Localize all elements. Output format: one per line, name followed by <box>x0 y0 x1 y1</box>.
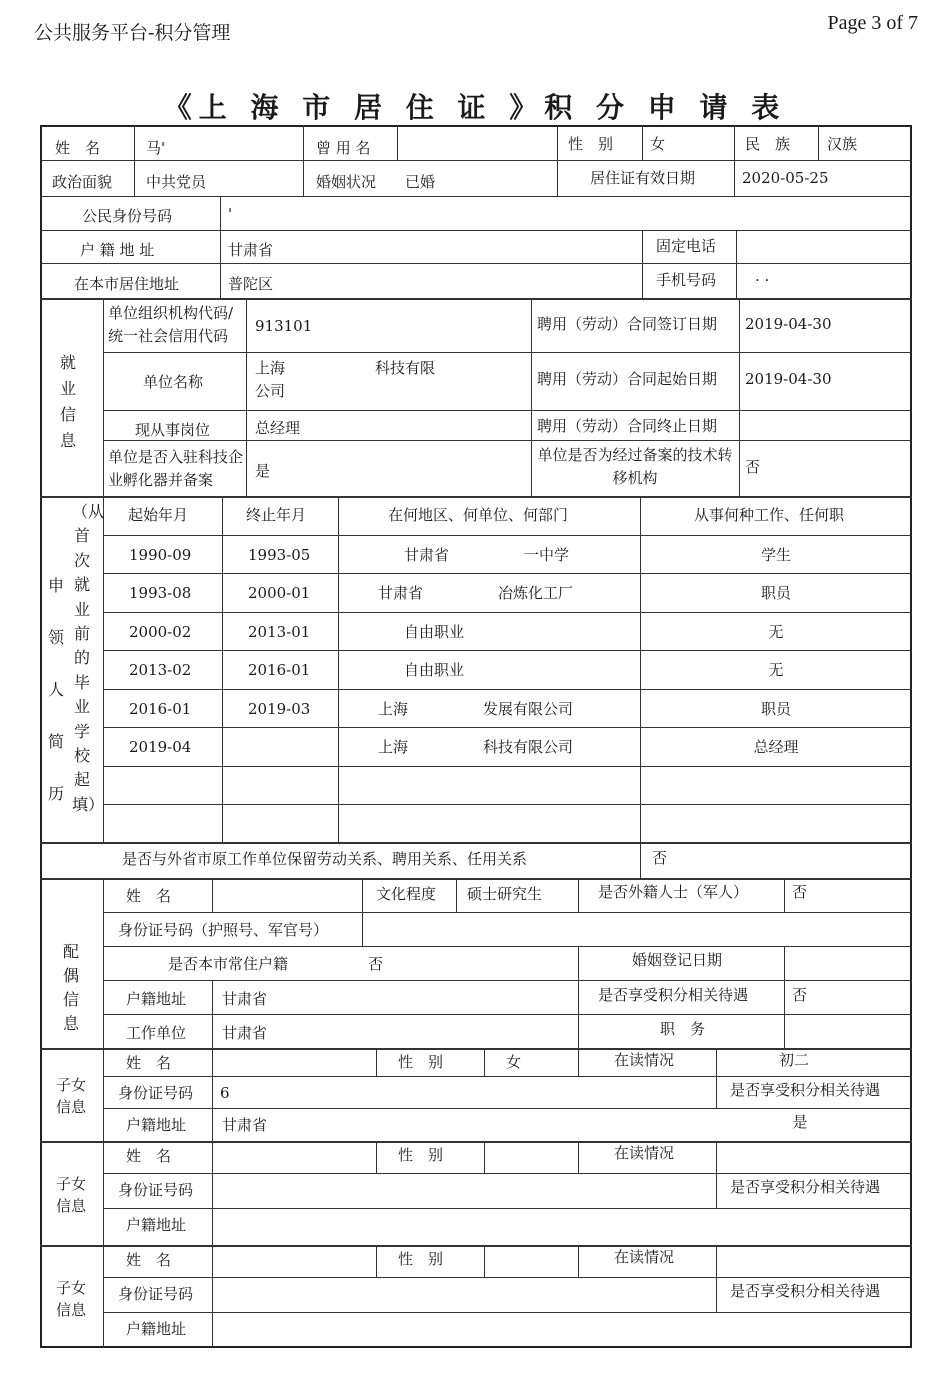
child-hukou-label: 户籍地址 <box>126 1216 187 1234</box>
grid-line-h <box>40 160 912 161</box>
resume-header-1: 终止年月 <box>246 506 307 524</box>
grid-line-h <box>40 196 912 197</box>
resume-cell: 甘肃省 一中学 <box>404 546 570 564</box>
child-name-label: 姓 名 <box>126 1251 172 1269</box>
ethnic-value: 汉族 <box>827 135 858 153</box>
gender-label: 性 别 <box>568 135 614 153</box>
grid-line-v <box>578 1245 579 1277</box>
grid-line-v <box>212 980 213 1048</box>
spouse-resident-value: 否 <box>368 955 384 973</box>
grid-line-v <box>716 1076 717 1108</box>
grid-line-h <box>103 612 912 613</box>
grid-line-h <box>103 1076 912 1077</box>
resume-header-3: 从事何种工作、任何职 <box>694 506 845 524</box>
spouse-edu-label: 文化程度 <box>376 885 437 903</box>
start-date-label: 聘用（劳动）合同起始日期 <box>537 370 718 388</box>
resume-cell: 甘肃省 冶炼化工厂 <box>378 584 574 602</box>
relation-label: 是否与外省市原工作单位保留劳动关系、聘用关系、任用关系 <box>122 850 528 868</box>
grid-line-v <box>557 125 558 196</box>
grid-line-h <box>103 1108 912 1109</box>
sign-date-label: 聘用（劳动）合同签订日期 <box>537 315 718 333</box>
spouse-foreign-label: 是否外籍人士（军人） <box>598 883 749 901</box>
resume-cell: 2016-01 <box>129 700 192 718</box>
grid-line-v <box>212 1141 213 1245</box>
grid-line-h <box>103 440 912 441</box>
grid-line-v <box>220 196 221 298</box>
grid-line-v <box>212 878 213 912</box>
resume-cell: 2019-03 <box>248 700 311 718</box>
child-benefit-label: 是否享受积分相关待遇 <box>730 1282 881 1300</box>
grid-line-v <box>484 1141 485 1173</box>
grid-line-v <box>716 1245 717 1277</box>
child-id-label: 身份证号码 <box>118 1084 194 1102</box>
resume-cell: 1990-09 <box>129 546 192 564</box>
grid-line-h <box>103 650 912 651</box>
grid-line-h <box>40 1245 912 1247</box>
permit-date-label: 居住证有效日期 <box>590 169 696 187</box>
ethnic-label: 民 族 <box>745 135 791 153</box>
grid-line-v <box>397 125 398 160</box>
grid-line-h <box>40 1048 912 1050</box>
resume-cell: 自由职业 <box>404 661 465 679</box>
page-header-left: 公共服务平台-积分管理 <box>34 22 231 44</box>
form-title: 《上 海 市 居 住 证 》积 分 申 请 表 <box>163 91 787 124</box>
grid-line-v <box>734 125 735 196</box>
grid-line-v <box>716 1277 717 1312</box>
start-date-value: 2019-04-30 <box>745 370 832 388</box>
grid-line-v <box>716 1141 717 1173</box>
resume-cell: 无 <box>768 623 784 641</box>
grid-line-v <box>103 496 104 842</box>
child-id-label: 身份证号码 <box>118 1181 194 1199</box>
child-benefit-label: 是否享受积分相关待遇 <box>730 1081 881 1099</box>
tech-transfer-value: 否 <box>745 458 761 476</box>
resume-cell: 学生 <box>760 546 791 564</box>
org-code-label: 单位组织机构代码/统一社会信用代码 <box>108 304 234 345</box>
permit-date-value: 2020-05-25 <box>742 169 829 187</box>
grid-line-v <box>578 1141 579 1173</box>
grid-line-v <box>818 125 819 160</box>
child-benefit-value: 是 <box>792 1113 808 1131</box>
child-study-value: 初二 <box>778 1051 809 1069</box>
child-gender-value: 女 <box>506 1053 522 1071</box>
tech-transfer-label: 单位是否为经过备案的技术转移机构 <box>537 446 733 487</box>
end-date-label: 聘用（劳动）合同终止日期 <box>537 417 718 435</box>
grid-line-v <box>376 1048 377 1076</box>
resume-cell: 职员 <box>760 584 791 602</box>
resume-cell: 2016-01 <box>248 661 311 679</box>
child-gender-label: 性 别 <box>398 1146 444 1164</box>
grid-line-h <box>103 804 912 805</box>
grid-line-v <box>739 298 740 496</box>
resume-cell: 1993-08 <box>129 584 192 602</box>
grid-line-v <box>362 878 363 946</box>
spouse-work-label: 工作单位 <box>126 1024 187 1042</box>
grid-line-v <box>716 1173 717 1208</box>
grid-line-v <box>640 842 641 878</box>
grid-line-v <box>103 1048 104 1141</box>
grid-line-v <box>303 125 304 196</box>
grid-line-h <box>40 263 912 264</box>
political-label: 政治面貌 <box>52 173 113 191</box>
grid-line-v <box>376 1245 377 1277</box>
alias-label: 曾 用 名 <box>316 139 371 157</box>
grid-line-v <box>376 1141 377 1173</box>
grid-line-v <box>784 946 785 1048</box>
sign-date-value: 2019-04-30 <box>745 315 832 333</box>
hukou-value: 甘肃省 <box>228 241 274 259</box>
employment-section-label: 就业信息 <box>59 353 76 450</box>
grid-line-v <box>338 496 339 842</box>
resume-cell: 职员 <box>760 700 791 718</box>
resume-header-2: 在何地区、何单位、何部门 <box>388 506 569 524</box>
grid-line-h <box>103 727 912 728</box>
grid-line-v <box>578 1048 579 1076</box>
id-value: ' <box>228 205 233 223</box>
spouse-id-label: 身份证号码（护照号、军官号） <box>118 921 329 939</box>
grid-line-v <box>642 125 643 160</box>
spouse-hukou-value: 甘肃省 <box>222 990 268 1008</box>
child-section-label: 子女信息 <box>56 1076 87 1116</box>
name-value: 马' <box>146 139 166 157</box>
resume-section-label: 申领人简历 <box>47 576 64 803</box>
political-value: 中共党员 <box>146 173 207 191</box>
mobile-value: · · <box>755 271 770 289</box>
grid-line-v <box>103 1141 104 1245</box>
child-study-label: 在读情况 <box>614 1248 675 1266</box>
grid-line-h <box>103 946 912 947</box>
id-label: 公民身份号码 <box>82 207 173 225</box>
grid-line-h <box>40 298 912 300</box>
child-study-label: 在读情况 <box>614 1144 675 1162</box>
incubator-label: 单位是否入驻科技企业孵化器并备案 <box>108 448 244 489</box>
relation-value: 否 <box>652 849 668 867</box>
grid-line-v <box>578 946 579 1048</box>
child-hukou-label: 户籍地址 <box>126 1116 187 1134</box>
grid-line-v <box>246 298 247 496</box>
grid-line-h <box>103 1208 912 1209</box>
marital-value: 已婚 <box>405 173 436 191</box>
resume-cell: 1993-05 <box>248 546 311 564</box>
resume-cell: 自由职业 <box>404 623 465 641</box>
spouse-foreign-value: 否 <box>792 883 808 901</box>
child-benefit-label: 是否享受积分相关待遇 <box>730 1178 881 1196</box>
grid-line-h <box>103 912 912 913</box>
spouse-work-value: 甘肃省 <box>222 1024 268 1042</box>
spouse-name-label: 姓 名 <box>126 887 172 905</box>
spouse-section-label: 配偶信息 <box>62 942 79 1033</box>
child-name-label: 姓 名 <box>126 1147 172 1165</box>
grid-line-h <box>103 1277 912 1278</box>
unit-name-value: 上海 科技有限公司 <box>255 359 436 400</box>
grid-line-v <box>103 1245 104 1348</box>
grid-line-v <box>456 878 457 912</box>
resume-cell: 无 <box>768 661 784 679</box>
org-code-value: 913101 <box>255 317 313 335</box>
grid-line-v <box>212 1245 213 1348</box>
grid-line-h <box>103 689 912 690</box>
spouse-resident-label: 是否本市常住户籍 <box>168 955 289 973</box>
position-value: 总经理 <box>255 419 301 437</box>
child-section-label: 子女信息 <box>56 1279 87 1319</box>
name-label: 姓 名 <box>55 139 101 157</box>
grid-line-v <box>103 878 104 1048</box>
resume-cell: 2013-01 <box>248 623 311 641</box>
child-hukou-value: 甘肃省 <box>222 1116 268 1134</box>
child-id-value: 6 <box>220 1084 230 1102</box>
spouse-marriage-label: 婚姻登记日期 <box>632 951 723 969</box>
grid-line-h <box>40 230 912 231</box>
spouse-hukou-label: 户籍地址 <box>126 990 187 1008</box>
mobile-label: 手机号码 <box>656 271 717 289</box>
child-gender-label: 性 别 <box>398 1250 444 1268</box>
spouse-benefit-label: 是否享受积分相关待遇 <box>598 986 749 1004</box>
resume-note: （从首次就业前的毕业学校起填） <box>72 502 105 814</box>
gender-value: 女 <box>650 135 666 153</box>
grid-line-v <box>784 878 785 912</box>
grid-line-h <box>103 1312 912 1313</box>
incubator-value: 是 <box>255 462 271 480</box>
spouse-edu-value: 硕士研究生 <box>467 885 543 903</box>
grid-line-h <box>40 496 912 498</box>
unit-name-label: 单位名称 <box>143 373 204 391</box>
grid-line-v <box>103 298 104 496</box>
resume-cell: 上海 科技有限公司 <box>378 738 574 756</box>
resume-header-0: 起始年月 <box>128 506 189 524</box>
resume-cell: 总经理 <box>753 738 799 756</box>
grid-line-h <box>103 573 912 574</box>
grid-line-v <box>222 496 223 842</box>
grid-line-h <box>103 410 912 411</box>
resume-cell: 上海 发展有限公司 <box>378 700 574 718</box>
child-section-label: 子女信息 <box>56 1175 87 1215</box>
resume-cell: 2000-01 <box>248 584 311 602</box>
address-value: 普陀区 <box>228 275 274 293</box>
spouse-benefit-value: 否 <box>792 986 808 1004</box>
grid-line-h <box>103 535 912 536</box>
spouse-duty-label: 职 务 <box>660 1020 706 1038</box>
grid-line-h <box>40 842 912 844</box>
grid-line-v <box>642 230 643 298</box>
grid-line-v <box>134 125 135 196</box>
grid-line-v <box>484 1245 485 1277</box>
resume-cell: 2019-04 <box>129 738 192 756</box>
child-hukou-label: 户籍地址 <box>126 1320 187 1338</box>
marital-label: 婚姻状况 <box>316 173 377 191</box>
grid-line-h <box>103 1014 912 1015</box>
position-label: 现从事岗位 <box>135 421 211 439</box>
grid-line-v <box>484 1048 485 1076</box>
resume-cell: 2000-02 <box>129 623 192 641</box>
grid-line-h <box>103 1173 912 1174</box>
grid-line-h <box>40 1141 912 1143</box>
grid-line-v <box>736 230 737 298</box>
child-gender-label: 性 别 <box>398 1053 444 1071</box>
grid-line-h <box>103 766 912 767</box>
child-id-label: 身份证号码 <box>118 1285 194 1303</box>
grid-line-h <box>103 980 912 981</box>
grid-line-v <box>578 878 579 912</box>
address-label: 在本市居住地址 <box>74 275 180 293</box>
grid-line-h <box>103 352 912 353</box>
child-name-label: 姓 名 <box>126 1054 172 1072</box>
grid-line-v <box>212 1048 213 1141</box>
grid-line-v <box>531 298 532 496</box>
hukou-label: 户 籍 地 址 <box>80 241 155 259</box>
phone-label: 固定电话 <box>656 237 717 255</box>
child-study-label: 在读情况 <box>614 1051 675 1069</box>
grid-line-h <box>40 878 912 880</box>
resume-cell: 2013-02 <box>129 661 192 679</box>
page-number: Page 3 of 7 <box>827 12 918 34</box>
